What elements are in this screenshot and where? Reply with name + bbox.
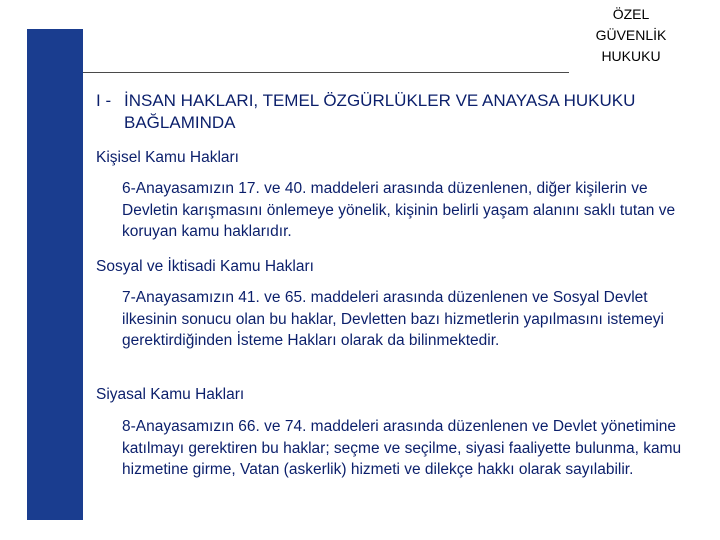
section-heading (96, 90, 696, 134)
subsection-title-social-economic-rights: Sosyal ve İktisadi Kamu Hakları (96, 258, 314, 275)
course-title-line-2: GÜVENLİK (595, 27, 667, 43)
course-title-line-3: HUKUKU (601, 48, 661, 64)
course-title-line-1: ÖZEL (612, 6, 650, 22)
subsection-title-political-rights: Siyasal Kamu Hakları (96, 386, 245, 403)
course-title (576, 4, 686, 67)
header-divider-line (83, 72, 569, 73)
subsection-body-political-rights: 8-Anayasamızın 66. ve 74. maddeleri arasında düzenlenen ve Devlet yönetimine katılmayı gerektiren bu haklar; seçme ve seçilme, siyasi faaliyette bulunma, kamu hizmetine girme, Vatan (askerlik) hizmeti ve dilekçe hakkı olarak sayılabilir. (122, 418, 682, 478)
subsection-body-personal-rights: 6-Anayasamızın 17. ve 40. maddeleri arasında düzenlenen, diğer kişilerin ve Devletin karışmasını önlemeye yönelik, kişinin belirli yaşam alanını saklı tutan ve koruyan kamu haklarıdır. (122, 180, 676, 240)
heading-text: İNSAN HAKLARI, TEMEL ÖZGÜRLÜKLER VE ANAYASA HUKUKU BAĞLAMINDA (124, 91, 636, 132)
subsection-body-social-economic-rights: 7-Anayasamızın 41. ve 65. maddeleri arasında düzenlenen ve Sosyal Devlet ilkesinin sonucu olan bu haklar, Devletten bazı hizmetlerin yapılmasını istemeyi gerektirdiğinden İsteme Hakları olarak da bilinmektedir. (122, 289, 664, 349)
subsection-title-personal-rights: Kişisel Kamu Hakları (96, 149, 239, 166)
accent-sidebar-bar (27, 29, 83, 520)
heading-number: I - (96, 91, 112, 110)
